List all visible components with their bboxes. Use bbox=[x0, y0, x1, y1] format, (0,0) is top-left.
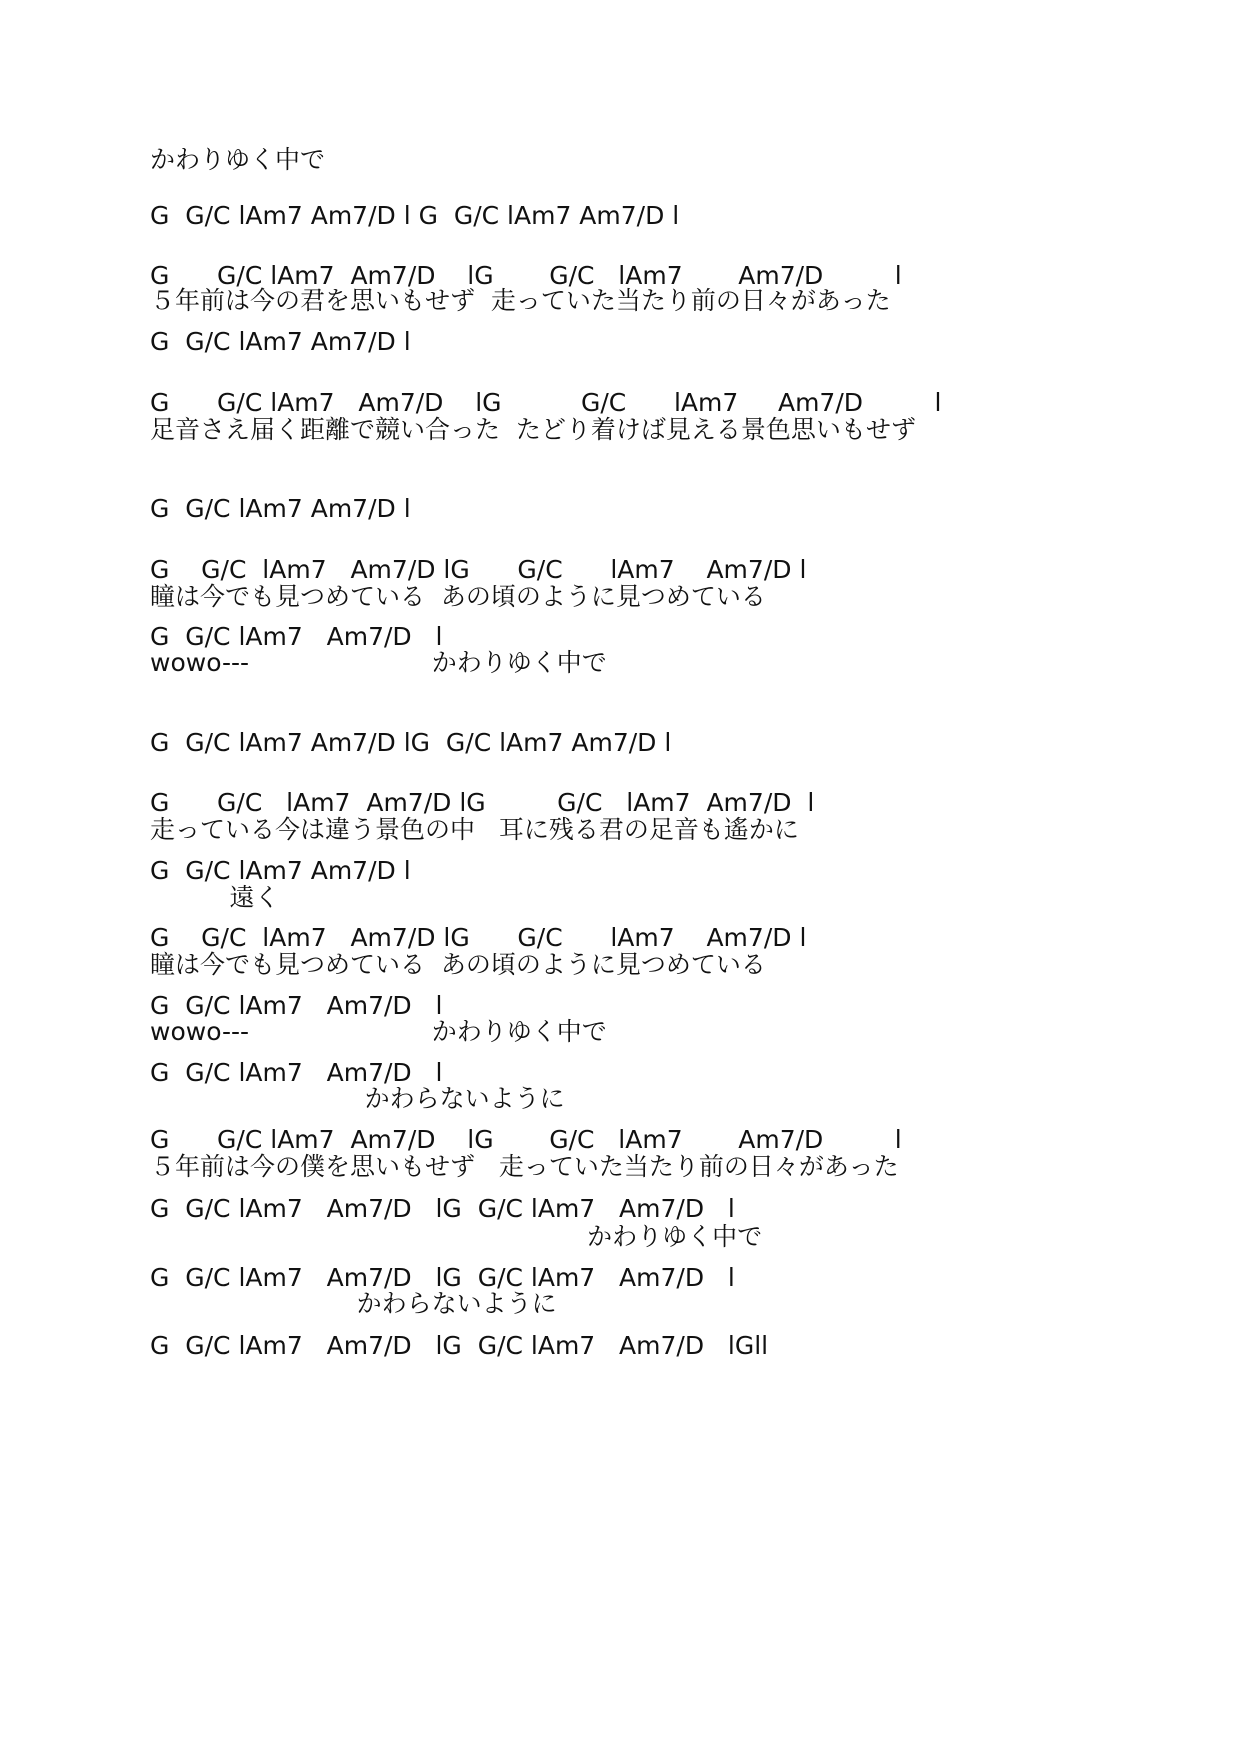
chord-line: G G/C lAm7 Am7/D l bbox=[150, 494, 411, 523]
lyric-line: 足音さえ届く距離で競い合った たどり着けば見える景色思いもせず bbox=[150, 415, 916, 444]
chord-line: G G/C lAm7 Am7/D lG G/C lAm7 Am7/D l bbox=[150, 388, 942, 417]
chord-line: G G/C lAm7 Am7/D l G G/C lAm7 Am7/D l bbox=[150, 201, 680, 230]
lyric-line: かわらないように bbox=[150, 1084, 565, 1113]
chord-line: G G/C lAm7 Am7/D l bbox=[150, 856, 411, 885]
lyric-line: ５年前は今の君を思いもせず 走っていた当たり前の日々があった bbox=[150, 286, 891, 315]
chord-line: G G/C lAm7 Am7/D l bbox=[150, 1058, 443, 1087]
chord-line: G G/C lAm7 Am7/D lG G/C lAm7 Am7/D l bbox=[150, 923, 807, 952]
chord-line: G G/C lAm7 Am7/D l bbox=[150, 991, 443, 1020]
lyric-line: 瞳は今でも見つめている あの頃のように見つめている bbox=[150, 582, 766, 611]
chord-line: G G/C lAm7 Am7/D lG G/C lAm7 Am7/D l bbox=[150, 1263, 735, 1292]
chord-line: G G/C lAm7 Am7/D lG G/C lAm7 Am7/D l bbox=[150, 555, 807, 584]
chord-line: G G/C lAm7 Am7/D lG G/C lAm7 Am7/D l bbox=[150, 788, 815, 817]
chord-line: G G/C lAm7 Am7/D lG G/C lAm7 Am7/D lGll bbox=[150, 1331, 769, 1360]
lyric-line: 走っている今は違う景色の中 耳に残る君の足音も遙かに bbox=[150, 815, 799, 844]
chord-line: G G/C lAm7 Am7/D l bbox=[150, 622, 443, 651]
lyric-line: ５年前は今の僕を思いもせず 走っていた当たり前の日々があった bbox=[150, 1152, 899, 1181]
lyric-line: かわりゆく中で bbox=[150, 1222, 763, 1251]
chord-line: G G/C lAm7 Am7/D l bbox=[150, 327, 411, 356]
chord-line: G G/C lAm7 Am7/D lG G/C lAm7 Am7/D l bbox=[150, 1125, 902, 1154]
lyric-line: 瞳は今でも見つめている あの頃のように見つめている bbox=[150, 950, 766, 979]
chord-line: G G/C lAm7 Am7/D lG G/C lAm7 Am7/D l bbox=[150, 1194, 735, 1223]
lyric-line: wowo--- かわりゆく中で bbox=[150, 648, 607, 677]
lyric-line: 遠く bbox=[150, 883, 280, 912]
chord-line: G G/C lAm7 Am7/D lG G/C lAm7 Am7/D l bbox=[150, 728, 672, 757]
lyric-line: wowo--- かわりゆく中で bbox=[150, 1017, 607, 1046]
song-title: かわりゆく中で bbox=[150, 145, 326, 174]
chord-line: G G/C lAm7 Am7/D lG G/C lAm7 Am7/D l bbox=[150, 261, 902, 290]
lyric-line: かわらないように bbox=[150, 1289, 557, 1318]
